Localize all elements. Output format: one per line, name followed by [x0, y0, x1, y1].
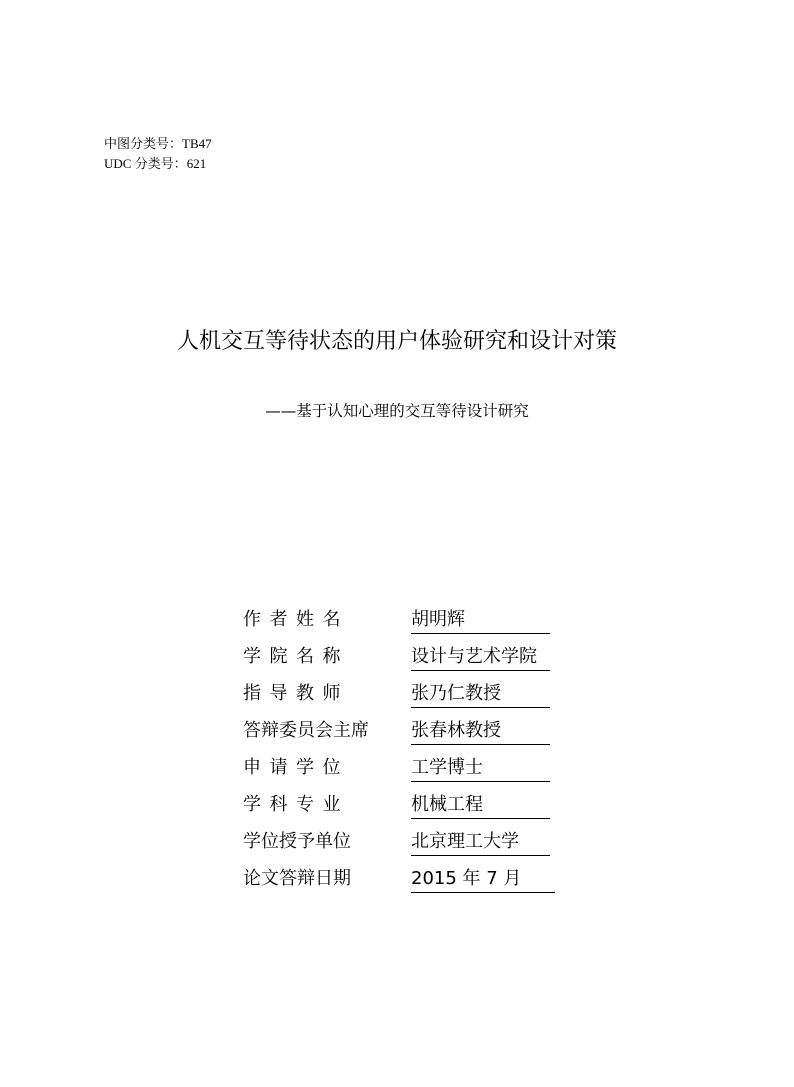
- info-label-college: 学院名称: [243, 646, 349, 667]
- info-label-supervisor: 指导教师: [243, 683, 349, 704]
- info-value-degree: 工学博士: [411, 753, 550, 782]
- info-row-author: [243, 605, 583, 635]
- info-value-defense-date: 2015 年 7 月: [411, 864, 555, 893]
- info-label-committee-chair: 答辩委员会主席: [243, 720, 369, 741]
- info-row-committee-chair: [243, 716, 583, 746]
- clc-number: 中图分类号：TB47: [104, 136, 212, 151]
- udc-number: UDC 分类号：621: [104, 156, 207, 171]
- info-label-defense-date: 论文答辩日期: [243, 868, 351, 889]
- info-value-college: 设计与艺术学院: [411, 642, 550, 671]
- info-label-major: 学科专业: [243, 794, 349, 815]
- info-value-author: 胡明辉: [411, 605, 550, 634]
- thesis-subtitle: ——基于认知心理的交互等待设计研究: [265, 402, 529, 420]
- info-value-institution: 北京理工大学: [411, 827, 550, 856]
- info-row-institution: [243, 827, 583, 857]
- info-row-college: [243, 642, 583, 672]
- info-row-major: [243, 790, 583, 820]
- thesis-title: 人机交互等待状态的用户体验研究和设计对策: [176, 329, 617, 354]
- info-label-degree: 申请学位: [243, 757, 349, 778]
- info-row-defense-date: [243, 864, 583, 894]
- info-label-institution: 学位授予单位: [243, 831, 351, 852]
- info-row-supervisor: [243, 679, 583, 709]
- info-value-major: 机械工程: [411, 790, 550, 819]
- info-value-supervisor: 张乃仁教授: [411, 679, 550, 708]
- info-value-committee-chair: 张春林教授: [411, 716, 550, 745]
- info-row-degree: [243, 753, 583, 783]
- info-label-author: 作者姓名: [243, 609, 349, 630]
